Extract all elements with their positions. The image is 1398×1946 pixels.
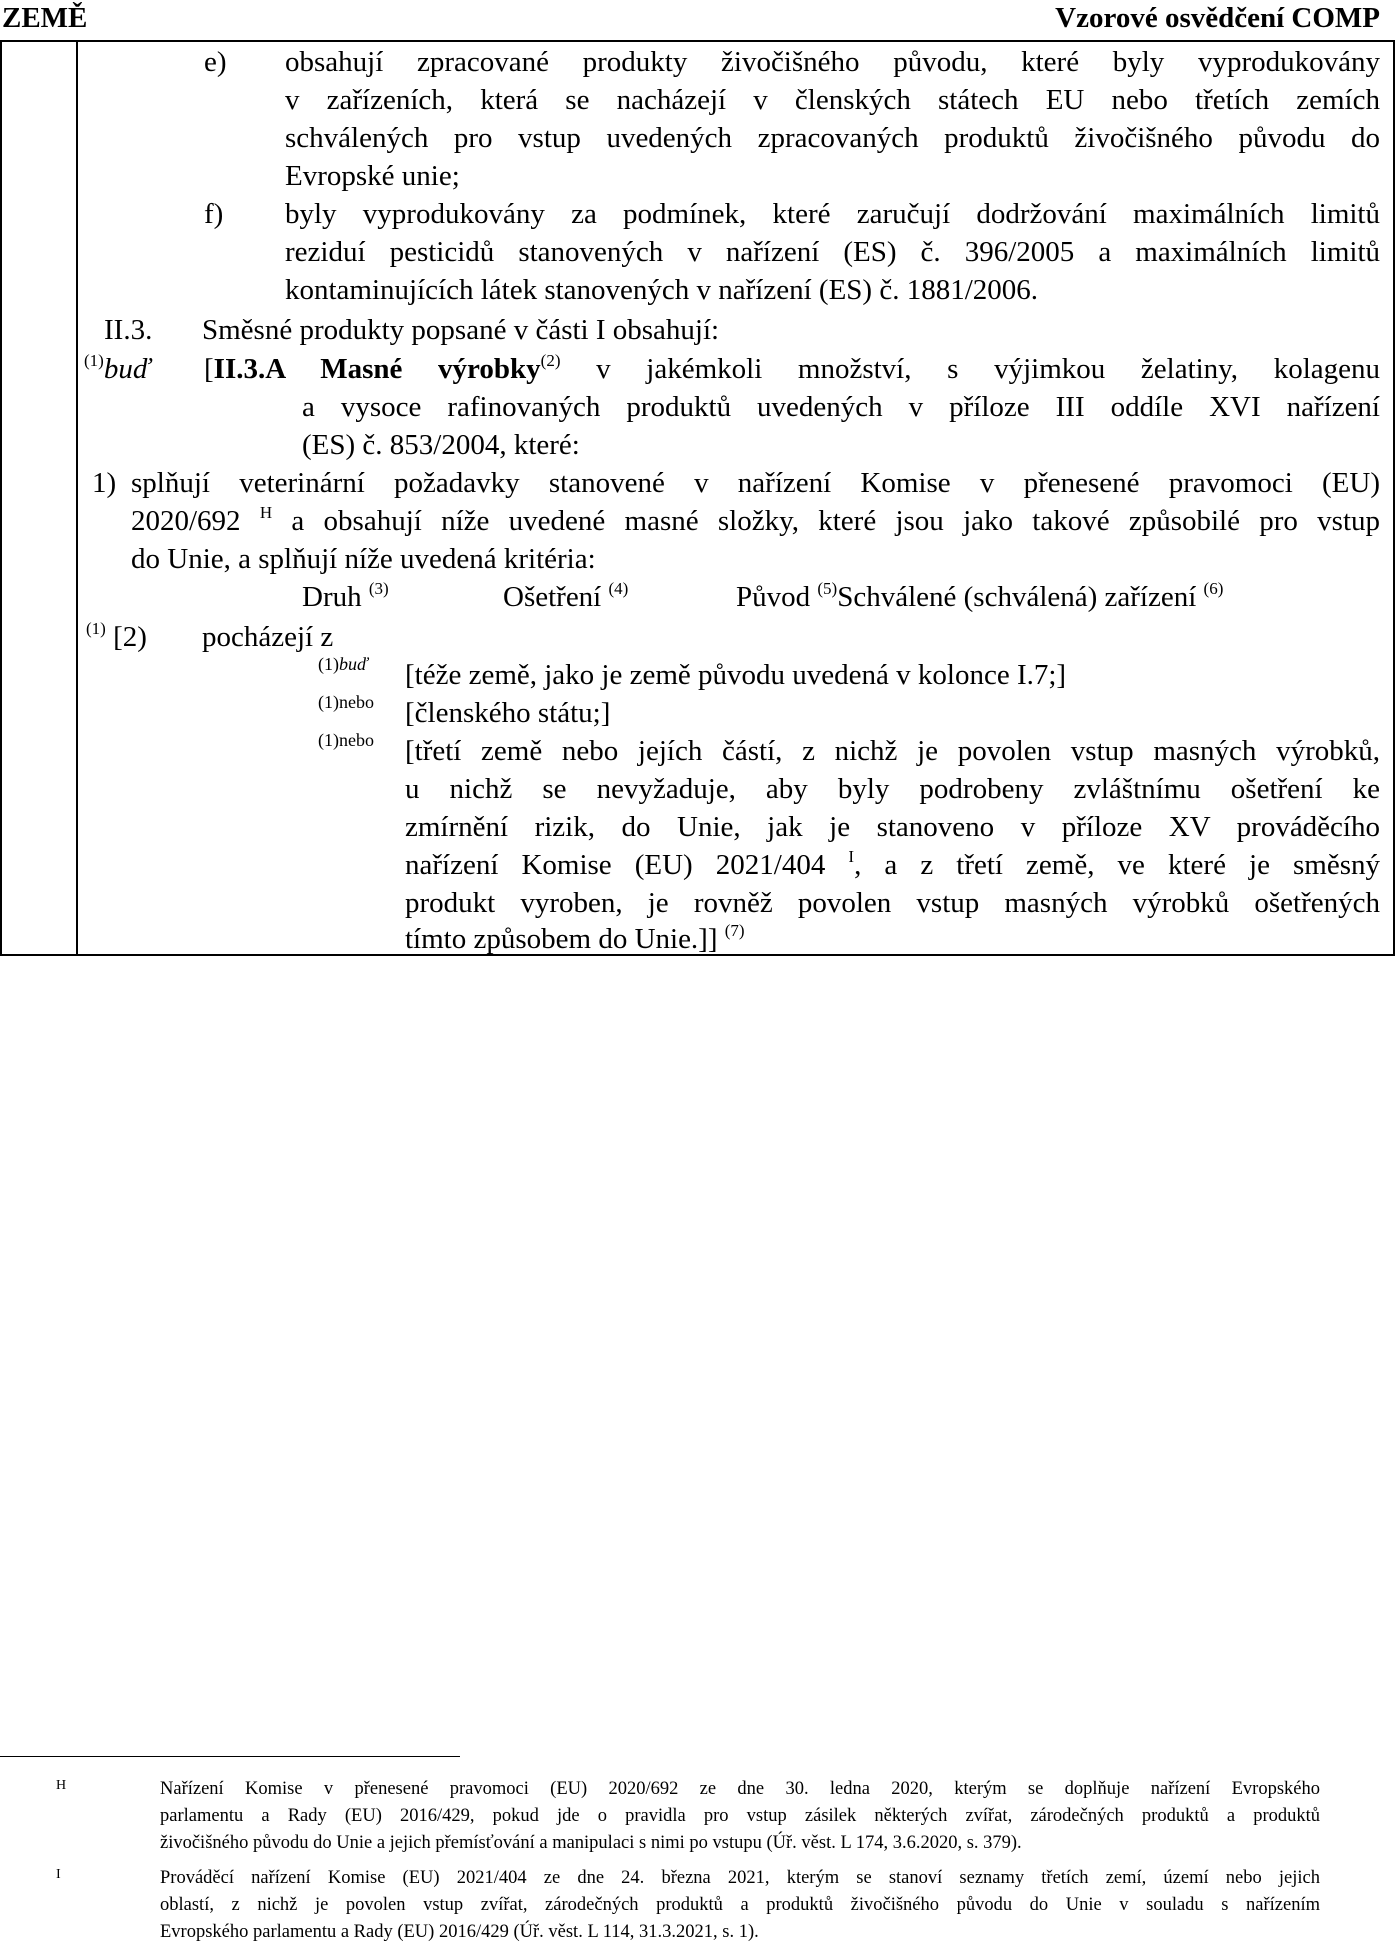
option-3-line-4-rest: , a z třetí země, ve které je směsný — [854, 849, 1381, 881]
option-3-line-4 — [405, 846, 1380, 884]
criteria-establishment-label: Schválené (schválená) zařízení — [837, 581, 1197, 613]
point-2-text: pocházejí z — [202, 621, 334, 653]
criteria-treatment — [503, 578, 628, 616]
item-e-line-1: obsahují zpracované produkty živočišného původu, které byly vyprodukovány — [285, 46, 1380, 78]
option-2-tag — [318, 692, 374, 713]
item-e-line-3: schválených pro vstup uvedených zpracovaných produktů živočišného původu do — [285, 122, 1380, 154]
point-1-line-2-rest: a obsahují níže uvedené masné složky, které jsou jako takové způsobilé pro vstup — [291, 505, 1381, 537]
section-number: II.3. — [104, 314, 153, 346]
footnote-h-line-2: parlamentu a Rady (EU) 2016/429, pokud jde o pravidla pro vstup zásilek některých zvířat, zárodečných produktů a produktů — [160, 1806, 1320, 1826]
option-3-tag-word: nebo — [339, 730, 374, 750]
meat-products-line-3: (ES) č. 853/2004, které: — [302, 429, 580, 461]
footnote-i-line-2: oblastí, z nichž je povolen vstup zvířat, zárodečných produktů a produktů živočišného původu do Unie v souladu s nařízením — [160, 1895, 1320, 1915]
option-2-tag-word: nebo — [339, 692, 374, 712]
option-1-tag — [318, 654, 368, 675]
option-2-tag-num: (1) — [318, 692, 339, 712]
item-e-marker: e) — [204, 46, 227, 78]
option-either-sup: (1) — [84, 351, 104, 370]
meat-products-sup: (2) — [540, 351, 561, 370]
criteria-origin — [736, 578, 1223, 616]
column-divider — [76, 40, 78, 956]
criteria-treatment-sup: (4) — [608, 579, 629, 598]
point-2-marker — [86, 618, 147, 656]
footnote-ref-i: I — [848, 847, 855, 866]
option-1-tag-num: (1) — [318, 654, 339, 674]
item-e-line-4: Evropské unie; — [285, 160, 460, 192]
criteria-establishment-sup: (6) — [1203, 579, 1224, 598]
option-1-text: [téže země, jako je země původu uvedená v kolonce I.7;] — [405, 659, 1067, 691]
criteria-origin-sup: (5) — [817, 579, 838, 598]
footnote-i-mark: I — [56, 1867, 61, 1882]
meat-products-line-1 — [204, 350, 1380, 388]
meat-products-line-2: a vysoce rafinovaných produktů uvedených v příloze III oddíle XVI nařízení — [302, 391, 1380, 423]
option-3-end-sup: (7) — [724, 921, 745, 940]
item-f-line-2: reziduí pesticidů stanovených v nařízení (ES) č. 396/2005 a maximálních limitů — [285, 236, 1380, 268]
option-3-line-1: [třetí země nebo jejích částí, z nichž je povolen vstup masných výrobků, — [405, 735, 1380, 767]
meat-products-heading: II.3.A Masné výrobky — [213, 353, 541, 385]
item-f-line-3: kontaminujících látek stanovených v nařízení (ES) č. 1881/2006. — [285, 274, 1038, 306]
criteria-species — [302, 578, 389, 616]
option-either-word: buď — [103, 353, 151, 385]
option-3-line-6-text: tímto způsobem do Unie.]] — [405, 923, 718, 955]
option-3-tag-num: (1) — [318, 730, 339, 750]
option-3-line-5: produkt vyroben, je rovněž povolen vstup masných výrobků ošetřených — [405, 887, 1380, 919]
option-3-line-3: zmírnění rizik, do Unie, jak je stanoveno v příloze XV prováděcího — [405, 811, 1380, 843]
meat-products-bracket: [ — [204, 353, 214, 385]
item-f-line-1: byly vyprodukovány za podmínek, které zaručují dodržování maximálních limitů — [285, 198, 1380, 230]
criteria-origin-label: Původ — [736, 581, 811, 613]
criteria-species-label: Druh — [302, 581, 362, 613]
meat-products-line-1-rest: v jakémkoli množství, s výjimkou želatiny, kolagenu — [596, 353, 1380, 385]
option-2-text: [členského státu;] — [405, 697, 611, 729]
option-either — [84, 350, 150, 388]
point-1-line-3: do Unie, a splňují níže uvedená kritéria: — [131, 543, 596, 575]
header-country: ZEMĚ — [2, 2, 88, 34]
option-3-line-4-start: nařízení Komise (EU) 2021/404 — [405, 849, 826, 881]
footnote-h-line-3: živočišného původu do Unie a jejich přemísťování a manipulaci s nimi po vstupu (Úř. věst. L 174, 3.6.2020, s. 379). — [160, 1833, 1022, 1853]
footnote-h-line-1: Nařízení Komise v přenesené pravomoci (EU) 2020/692 ze dne 30. ledna 2020, kterým se doplňuje nařízení Evropského — [160, 1779, 1320, 1799]
footnote-h-mark: H — [56, 1778, 67, 1793]
item-f-marker: f) — [204, 198, 224, 230]
point-2-number: [2) — [113, 621, 147, 653]
point-1-regulation: 2020/692 — [131, 505, 241, 537]
section-text: Směsné produkty popsané v části I obsahují: — [202, 314, 720, 346]
footnote-separator — [0, 1756, 460, 1757]
header-certificate-title: Vzorové osvědčení COMP — [1055, 2, 1380, 34]
footnote-i-line-3: Evropského parlamentu a Rady (EU) 2016/429 (Úř. věst. L 114, 31.3.2021, s. 1). — [160, 1922, 759, 1942]
footnote-i-line-1: Prováděcí nařízení Komise (EU) 2021/404 ze dne 24. března 2021, kterým se stanoví seznamy třetích zemí, území nebo jejich — [160, 1868, 1320, 1888]
option-3-line-2: u nichž se nevyžaduje, aby byly podrobeny zvláštnímu ošetření ke — [405, 773, 1380, 805]
criteria-treatment-label: Ošetření — [503, 581, 602, 613]
point-1-marker: 1) — [92, 467, 117, 499]
criteria-species-sup: (3) — [368, 579, 389, 598]
option-1-tag-word: buď — [339, 654, 368, 674]
point-2-sup: (1) — [86, 619, 106, 638]
option-3-tag — [318, 730, 374, 751]
option-3-line-6 — [405, 920, 745, 958]
footnote-ref-h: H — [259, 503, 273, 522]
point-1-line-1: splňují veterinární požadavky stanovené v nařízení Komise v přenesené pravomoci (EU) — [131, 467, 1380, 499]
item-e-line-2: v zařízeních, která se nacházejí v členských státech EU nebo třetích zemích — [285, 84, 1380, 116]
point-1-line-2 — [131, 502, 1380, 540]
